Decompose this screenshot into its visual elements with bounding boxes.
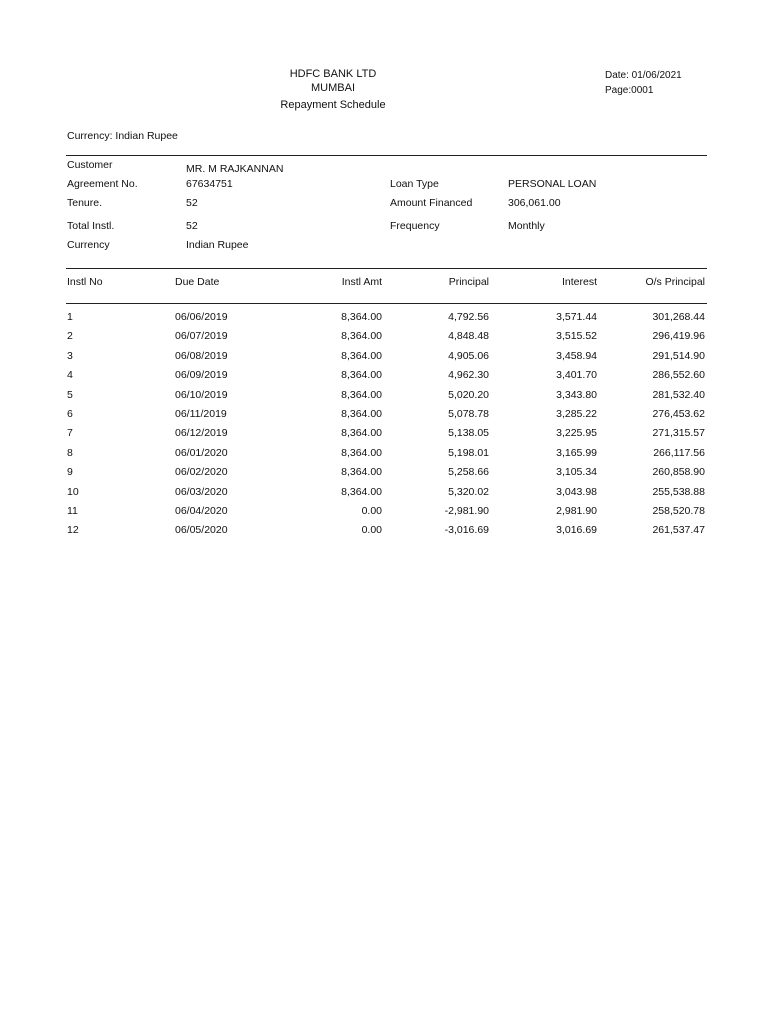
instl-amt-cell: 8,364.00 <box>341 408 382 420</box>
col-instl-no: Instl No <box>67 276 103 288</box>
bank-name: HDFC BANK LTD <box>289 68 377 80</box>
interest-cell: 3,285.22 <box>556 408 597 420</box>
os-principal-cell: 271,315.57 <box>652 427 705 440</box>
instl-no-cell: 11 <box>67 505 78 517</box>
due-date-cell: 06/01/2020 <box>175 446 228 459</box>
due-date-cell: 06/02/2020 <box>175 466 228 479</box>
due-date-cell: 06/03/2020 <box>175 485 228 498</box>
interest-cell: 3,016.69 <box>556 524 597 537</box>
page-number: Page:0001 <box>605 85 654 96</box>
agreement-value: 67634751 <box>186 178 233 190</box>
principal-cell: 4,848.48 <box>448 330 489 343</box>
os-principal-cell: 255,538.88 <box>652 485 705 498</box>
principal-cell: 5,020.20 <box>448 388 489 401</box>
due-date-cell: 06/05/2020 <box>175 524 228 537</box>
os-principal-cell: 258,520.78 <box>652 505 705 517</box>
table-row <box>0 447 768 466</box>
due-date-cell: 06/09/2019 <box>175 369 228 382</box>
os-principal-cell: 266,117.56 <box>653 446 705 459</box>
col-interest: Interest <box>561 276 597 288</box>
due-date-cell: 06/04/2020 <box>175 505 228 517</box>
principal-cell: 4,905.06 <box>448 349 489 362</box>
interest-cell: 3,571.44 <box>556 311 597 323</box>
principal-cell: -2,981.90 <box>444 505 489 517</box>
loan-type-value: PERSONAL LOAN <box>508 178 597 190</box>
table-header-bottom-rule <box>66 303 707 304</box>
interest-cell: 3,165.99 <box>556 446 597 459</box>
table-header <box>0 276 768 295</box>
table-row <box>0 330 768 349</box>
due-date-cell: 06/07/2019 <box>175 330 228 343</box>
principal-cell: 4,792.56 <box>448 311 489 323</box>
instl-no-cell: 5 <box>67 388 73 401</box>
instl-no-cell: 8 <box>67 446 73 459</box>
principal-cell: 4,962.30 <box>448 369 489 382</box>
table-row <box>0 505 768 524</box>
total-instl-value: 52 <box>186 220 198 232</box>
interest-cell: 3,105.34 <box>556 466 597 479</box>
col-os-principal: O/s Principal <box>645 276 705 288</box>
customer-value: MR. M RAJKANNAN <box>186 163 284 175</box>
instl-amt-cell: 0.00 <box>361 524 382 537</box>
instl-amt-cell: 8,364.00 <box>341 349 382 362</box>
interest-cell: 3,343.80 <box>556 388 597 401</box>
table-row <box>0 408 768 427</box>
instl-no-cell: 6 <box>67 408 73 420</box>
principal-cell: 5,198.01 <box>448 446 489 459</box>
instl-no-cell: 10 <box>67 485 79 498</box>
table-header-top-rule <box>66 268 707 269</box>
frequency-label: Frequency <box>390 220 440 232</box>
instl-amt-cell: 0.00 <box>361 505 382 517</box>
col-principal: Principal <box>448 276 489 288</box>
os-principal-cell: 260,858.90 <box>652 466 705 479</box>
tenure-value: 52 <box>186 197 198 209</box>
tenure-label: Tenure. <box>67 197 103 209</box>
principal-cell: 5,320.02 <box>448 485 489 498</box>
table-row <box>0 466 768 485</box>
os-principal-cell: 281,532.40 <box>652 388 705 401</box>
instl-no-cell: 12 <box>67 524 79 537</box>
currency-label: Currency <box>67 239 110 251</box>
instl-amt-cell: 8,364.00 <box>341 311 382 323</box>
col-due-date: Due Date <box>175 276 220 288</box>
currency-value: Indian Rupee <box>186 239 249 251</box>
interest-cell: 2,981.90 <box>556 505 597 517</box>
customer-label: Customer <box>67 159 113 171</box>
principal-cell: 5,138.05 <box>448 427 489 440</box>
instl-no-cell: 9 <box>67 466 73 479</box>
amount-financed-value: 306,061.00 <box>508 197 561 209</box>
amount-financed-label: Amount Financed <box>390 197 473 209</box>
instl-amt-cell: 8,364.00 <box>341 485 382 498</box>
instl-amt-cell: 8,364.00 <box>341 369 382 382</box>
agreement-label: Agreement No. <box>67 178 138 190</box>
due-date-cell: 06/06/2019 <box>175 311 228 323</box>
instl-amt-cell: 8,364.00 <box>341 466 382 479</box>
interest-cell: 3,225.95 <box>556 427 597 440</box>
os-principal-cell: 291,514.90 <box>652 349 705 362</box>
os-principal-cell: 301,268.44 <box>652 311 705 323</box>
document-title: Repayment Schedule <box>280 99 386 111</box>
instl-no-cell: 1 <box>67 311 73 323</box>
due-date-cell: 06/12/2019 <box>175 427 228 440</box>
os-principal-cell: 276,453.62 <box>652 408 705 420</box>
instl-no-cell: 2 <box>67 330 73 343</box>
interest-cell: 3,401.70 <box>556 369 597 382</box>
instl-amt-cell: 8,364.00 <box>341 446 382 459</box>
interest-cell: 3,043.98 <box>556 485 597 498</box>
os-principal-cell: 286,552.60 <box>652 369 705 382</box>
interest-cell: 3,458.94 <box>556 349 597 362</box>
table-row <box>0 389 768 408</box>
due-date-cell: 06/11/2019 <box>175 408 227 420</box>
currency-line: Currency: Indian Rupee <box>67 130 178 142</box>
instl-amt-cell: 8,364.00 <box>341 427 382 440</box>
table-row <box>0 350 768 369</box>
instl-no-cell: 7 <box>67 427 73 440</box>
loan-type-label: Loan Type <box>390 178 439 190</box>
table-row <box>0 486 768 505</box>
os-principal-cell: 296,419.96 <box>652 330 705 343</box>
interest-cell: 3,515.52 <box>556 330 597 343</box>
table-row <box>0 311 768 330</box>
col-instl-amt: Instl Amt <box>341 276 382 288</box>
table-row <box>0 524 768 543</box>
frequency-value: Monthly <box>508 220 545 232</box>
due-date-cell: 06/08/2019 <box>175 349 228 362</box>
table-row <box>0 427 768 446</box>
instl-amt-cell: 8,364.00 <box>341 388 382 401</box>
bank-city: MUMBAI <box>311 82 355 94</box>
total-instl-label: Total Instl. <box>67 220 115 232</box>
table-row <box>0 369 768 388</box>
principal-cell: -3,016.69 <box>444 524 489 537</box>
os-principal-cell: 261,537.47 <box>652 524 705 537</box>
details-top-rule <box>66 155 707 156</box>
due-date-cell: 06/10/2019 <box>175 388 228 401</box>
principal-cell: 5,258.66 <box>448 466 489 479</box>
instl-no-cell: 3 <box>67 349 73 362</box>
print-date: Date: 01/06/2021 <box>605 70 682 81</box>
instl-no-cell: 4 <box>67 369 73 382</box>
instl-amt-cell: 8,364.00 <box>341 330 382 343</box>
principal-cell: 5,078.78 <box>448 408 489 420</box>
